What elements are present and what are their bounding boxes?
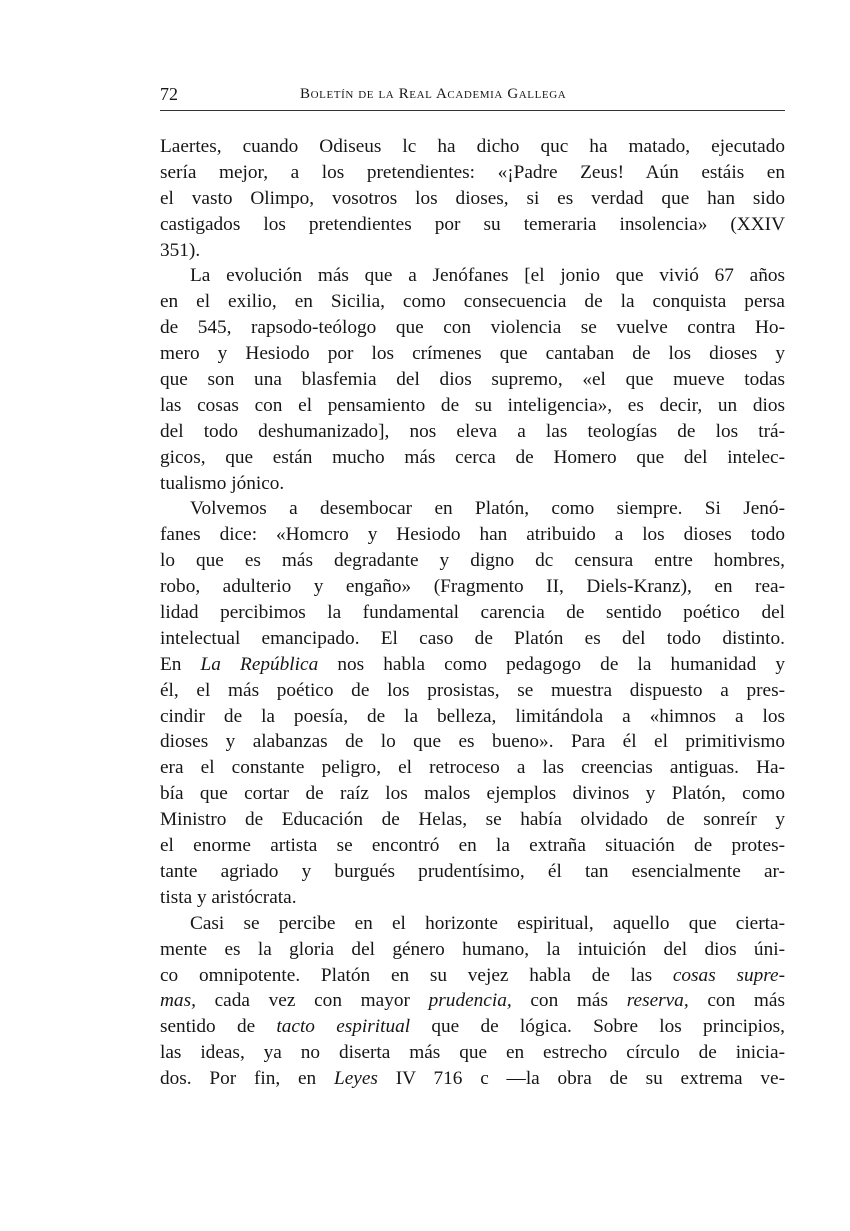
text-segment: Laertes, cuando Odiseus lc ha dicho quc ha matado, ejecutado <box>160 136 785 157</box>
text-segment: tante agriado y burgués prudentísimo, él tan esencialmente ar- <box>160 860 785 882</box>
text-line <box>160 1066 785 1092</box>
text-segment: La evolución más que a Jenófanes [el jonio que vivió 67 años <box>190 265 785 287</box>
text-segment: fanes dice: «Homcro y Hesiodo han atribuido a los dioses todo <box>160 524 785 546</box>
text-segment: dioses y alabanzas de lo que es bueno». Para él el primitivismo <box>160 731 785 753</box>
page-number: 72 <box>160 84 178 104</box>
text-segment: cindir de la poesía, de la belleza, limitándola a «himnos a los <box>160 705 785 727</box>
running-head: Boletín de la Real Academia Gallega <box>300 86 567 102</box>
text-line <box>160 885 785 911</box>
text-line <box>160 574 785 600</box>
text-segment: En <box>160 653 201 675</box>
text-segment: bía que cortar de raíz los malos ejemplos divinos y Platón, como <box>160 783 785 805</box>
text-line <box>160 496 785 522</box>
text-segment: con más <box>688 990 785 1012</box>
text-segment: él, el más poético de los prosistas, se muestra dispuesto a pres- <box>160 679 785 701</box>
text-segment: el enorme artista se encontró en la extraña situación de protes- <box>160 835 785 857</box>
italic-text: reserva, <box>626 990 689 1012</box>
text-segment: el vasto Olimpo, vosotros los dioses, si es verdad que han sido <box>160 187 785 209</box>
text-segment: IV 716 c —la obra de su extrema ve- <box>377 1068 786 1090</box>
text-segment: lo que es más degradante y digno dc censura entre hombres, <box>160 550 785 572</box>
italic-text: Leyes <box>334 1068 378 1090</box>
text-segment: Casi se percibe en el horizonte espiritual, aquello que cierta- <box>190 912 785 934</box>
text-line <box>160 315 785 341</box>
text-segment: de 545, rapsodo-teólogo que con violencia se vuelve contra Ho- <box>160 317 785 339</box>
text-segment: mero y Hesiodo por los crímenes que cantaban de los dioses y <box>160 343 785 365</box>
text-segment: gicos, que están mucho más cerca de Homero que del intelec- <box>160 446 785 468</box>
text-line <box>160 911 785 937</box>
text-segment: tista y aristócrata. <box>160 886 297 908</box>
text-line <box>160 212 785 238</box>
text-line <box>160 445 785 471</box>
italic-text: tacto espiritual <box>276 1016 411 1038</box>
text-line <box>160 1014 785 1040</box>
text-line <box>160 704 785 730</box>
text-line <box>160 988 785 1014</box>
text-line <box>160 186 785 212</box>
italic-text: mas, <box>160 990 196 1012</box>
text-line <box>160 652 785 678</box>
text-segment: co omnipotente. Platón en su vejez habla de las <box>160 964 673 986</box>
text-line <box>160 859 785 885</box>
text-segment: castigados los pretendientes por su temeraria insolencia» (XXIV <box>160 213 785 235</box>
text-segment: nos habla como pedagogo de la humanidad y <box>318 653 785 675</box>
text-line <box>160 548 785 574</box>
text-segment: las ideas, ya no diserta más que en estrecho círculo de inicia- <box>160 1042 785 1064</box>
text-line <box>160 807 785 833</box>
text-segment: tualismo jónico. <box>160 472 285 494</box>
body-text <box>160 134 785 1092</box>
text-segment: 351). <box>160 239 201 261</box>
text-line <box>160 419 785 445</box>
text-line <box>160 134 785 160</box>
text-line <box>160 833 785 859</box>
text-segment: mente es la gloria del género humano, la intuición del dios úni- <box>160 938 785 960</box>
text-line <box>160 238 785 264</box>
text-segment: que son una blasfemia del dios supremo, «el que mueve todas <box>160 369 785 391</box>
text-line <box>160 626 785 652</box>
text-line <box>160 678 785 704</box>
text-line <box>160 1040 785 1066</box>
text-line <box>160 367 785 393</box>
text-segment: era el constante peligro, el retroceso a las creencias antiguas. Ha- <box>160 757 785 779</box>
text-segment: del todo deshumanizado], nos eleva a las teologías de los trá- <box>160 420 785 442</box>
text-segment: con más <box>511 990 627 1012</box>
text-line <box>160 781 785 807</box>
text-line <box>160 393 785 419</box>
text-line <box>160 289 785 315</box>
text-line <box>160 729 785 755</box>
text-segment: Ministro de Educación de Helas, se había olvidado de sonreír y <box>160 809 785 831</box>
text-segment: intelectual emancipado. El caso de Platón es del todo distinto. <box>160 627 785 649</box>
text-segment: sería mejor, a los pretendientes: «¡Padre Zeus! Aún estáis en <box>160 161 785 183</box>
text-line <box>160 263 785 289</box>
text-segment: robo, adulterio y engaño» (Fragmento II, Diels-Kranz), en rea- <box>160 576 785 598</box>
italic-text: prudencia, <box>428 990 512 1012</box>
text-segment: las cosas con el pensamiento de su inteligencia», es decir, un dios <box>160 394 785 416</box>
header-rule <box>160 110 785 111</box>
text-line <box>160 963 785 989</box>
text-segment: Volvemos a desembocar en Platón, como siempre. Si Jenó- <box>190 498 785 520</box>
text-line <box>160 600 785 626</box>
text-segment: en el exilio, en Sicilia, como consecuencia de la conquista persa <box>160 291 785 313</box>
text-segment: que de lógica. Sobre los principios, <box>410 1016 785 1038</box>
text-line <box>160 937 785 963</box>
text-line <box>160 160 785 186</box>
italic-text: cosas supre- <box>672 964 786 986</box>
text-line <box>160 522 785 548</box>
text-line <box>160 755 785 781</box>
text-segment: lidad percibimos la fundamental carencia de sentido poético del <box>160 602 785 624</box>
text-segment: cada vez con mayor <box>195 990 429 1012</box>
text-segment: sentido de <box>160 1016 277 1038</box>
italic-text: La República <box>200 653 319 675</box>
text-segment: dos. Por fin, en <box>160 1068 334 1090</box>
text-line <box>160 341 785 367</box>
text-line <box>160 471 785 497</box>
